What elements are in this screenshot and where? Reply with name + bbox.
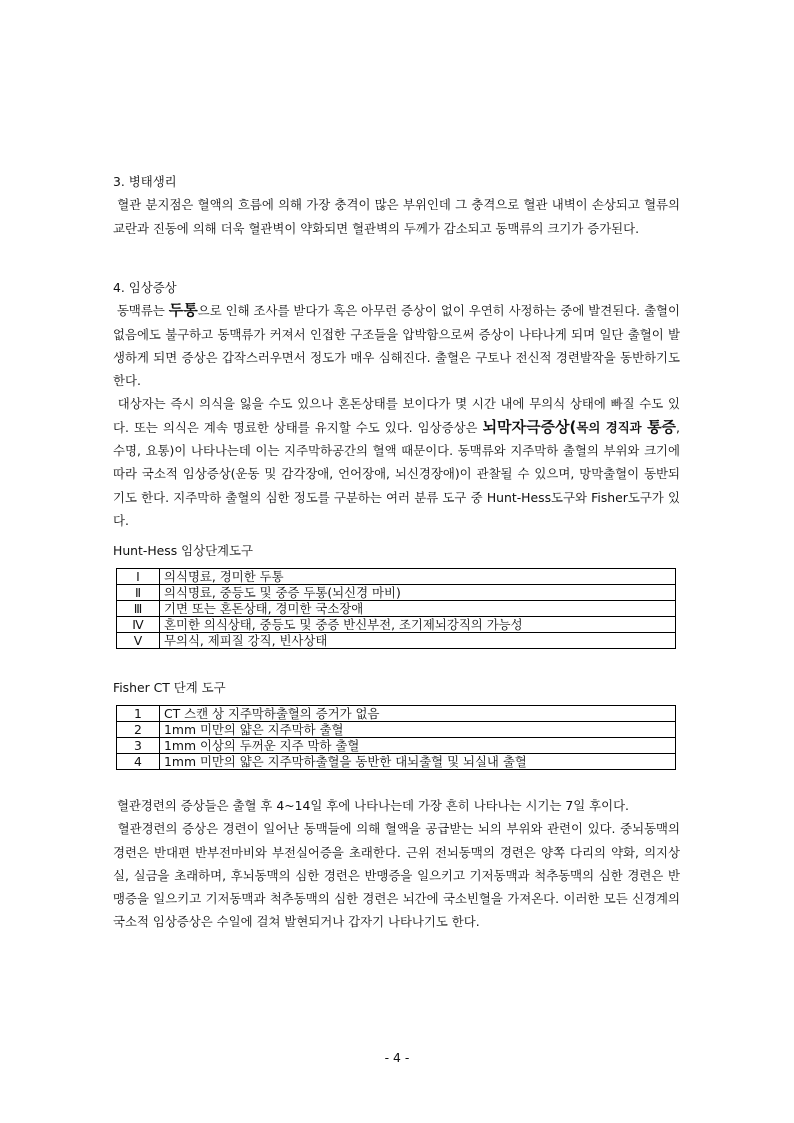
page-number: - 4 - [384, 1050, 410, 1065]
emphasis-text: 뇌막자극증상( [482, 417, 577, 436]
paragraph-text: 으로 인해 조사를 받다가 혹은 아무런 증상이 없이 우연히 사정하는 중에 발견된다. 출혈이 없음에도 불구하고 동맥류가 커져서 인접한 구조들을 압박함으로써 증상이 나타나게 되며 일단 출혈이 발생하게 되면 증상은 갑작스러우면서 정도가 매우 심해진다. 출혈은 구토나 전신적 경련발작을 동반하기도 한다. [113, 303, 680, 389]
section-clinical-symptoms [113, 276, 680, 532]
table-row [117, 738, 676, 754]
fisher-table [116, 705, 676, 770]
description-cell: 기면 또는 혼돈상태, 경미한 국소장애 [160, 601, 676, 617]
description-cell: 혼미한 의식상태, 중등도 및 중증 반신부전, 조기제뇌강직의 가능성 [160, 617, 676, 633]
paragraph [113, 299, 680, 392]
description-cell: 무의식, 제피질 강직, 빈사상태 [160, 633, 676, 649]
emphasis-text: 목의 경직과 [576, 419, 648, 435]
section-heading: 4. 임상증상 [113, 280, 177, 295]
table-row [117, 706, 676, 722]
section-pathophysiology [113, 170, 680, 240]
grade-cell: 3 [117, 738, 160, 754]
grade-cell: 4 [117, 754, 160, 770]
grade-cell: Ⅴ [117, 633, 160, 649]
paragraph [113, 817, 680, 933]
paragraph-text: 동맥류는 [116, 303, 169, 319]
table-row [117, 633, 676, 649]
paragraph-text: 대상자는 즉시 의식을 잃을 수도 있으나 혼돈상태를 보이다가 몇 시간 내에 무의식 상태에 빠질 수도 있다. 또는 의식은 계속 명료한 상태를 유지할 수도 있다. 임상증상은 [113, 396, 680, 435]
paragraph-text: 혈관경련의 증상은 경련이 일어난 동맥들에 의해 혈액을 공급받는 뇌의 부위와 관련이 있다. 중뇌동맥의 경련은 반대편 반부전마비와 부전실어증을 초래한다. 근위 전뇌동맥의 경련은 양쪽 다리의 약화, 의지상실, 실금을 초래하며, 후뇌동맥의 심한 경련은 반맹증을 일으키고 기저동맥과 척추동맥의 심한 경련은 반맹증을 일으키고 기저동맥과 척추동맥의 심한 경련은 뇌간에 국소빈혈을 가져온다. 이러한 모든 신경계의 국소적 임상증상은 수일에 걸쳐 발현되거나 갑자기 나타나기도 한다. [113, 821, 680, 930]
table-row [117, 569, 676, 585]
hunt-hess-table [116, 568, 676, 649]
table-row [117, 601, 676, 617]
table-row [117, 754, 676, 770]
table-row [117, 722, 676, 738]
grade-cell: Ⅲ [117, 601, 160, 617]
paragraph [113, 794, 680, 817]
description-cell: 1mm 미만의 얇은 지주막하출혈을 동반한 대뇌출혈 및 뇌실내 출혈 [160, 754, 676, 770]
table-caption: Hunt-Hess 임상단계도구 [113, 543, 253, 558]
paragraph [113, 392, 680, 532]
description-cell: 1mm 이상의 두꺼운 지주 막하 출혈 [160, 738, 676, 754]
section-vasospasm [113, 794, 680, 934]
paragraph-text: , 수명, 요통)이 나타나는데 이는 지주막하공간의 혈액 때문이다. 동맥류와 지주막하 출혈의 부위와 크기에 따라 국소적 임상증상(운동 및 감각장애, 언어장애, 뇌신경장애)이 관찰될 수 있으며, 망막출혈이 동반되기도 한다. 지주막하 출혈의 심한 정도를 구분하는 여러 분류 도구 중 Hunt-Hess도구와 Fisher도구가 있다. [113, 419, 680, 528]
section-heading: 3. 병태생리 [113, 174, 177, 189]
table-caption: Fisher CT 단계 도구 [113, 680, 226, 695]
grade-cell: 2 [117, 722, 160, 738]
description-cell: CT 스캔 상 지주막하출혈의 증거가 없음 [160, 706, 676, 722]
emphasis-text: 두통 [168, 301, 198, 320]
grade-cell: Ⅰ [117, 569, 160, 585]
description-cell: 의식명료, 경미한 두통 [160, 569, 676, 585]
emphasis-text: 통증 [647, 417, 677, 436]
description-cell: 의식명료, 중등도 및 중증 두통(뇌신경 마비) [160, 585, 676, 601]
paragraph [113, 193, 680, 240]
paragraph-text: 혈관 분지점은 혈액의 흐름에 의해 가장 충격이 많은 부위인데 그 충격으로 혈관 내벽이 손상되고 혈류의 교란과 진동에 의해 더욱 혈관벽이 약화되면 혈관벽의 두께가 감소되고 동맥류의 크기가 증가된다. [113, 197, 680, 236]
grade-cell: Ⅳ [117, 617, 160, 633]
grade-cell: 1 [117, 706, 160, 722]
table-row [117, 617, 676, 633]
grade-cell: Ⅱ [117, 585, 160, 601]
description-cell: 1mm 미만의 얇은 지주막하 출혈 [160, 722, 676, 738]
table-row [117, 585, 676, 601]
paragraph-text: 혈관경련의 증상들은 출혈 후 4~14일 후에 나타나는데 가장 흔히 나타나는 시기는 7일 후이다. [116, 798, 629, 813]
